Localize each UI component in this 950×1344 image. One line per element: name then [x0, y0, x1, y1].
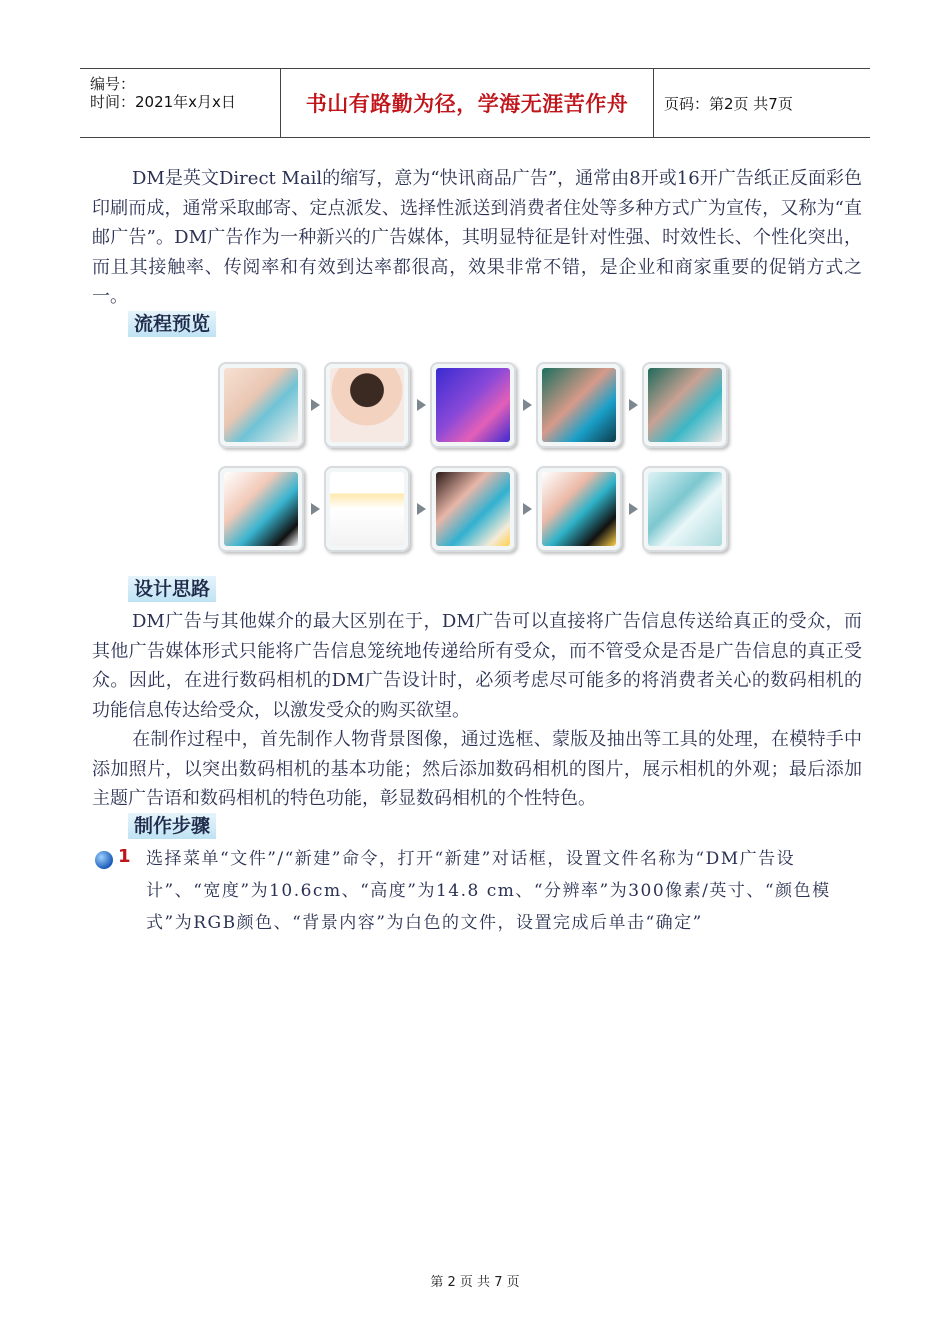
section-title-design: 设计思路 [128, 576, 216, 602]
preview-thumb-5 [642, 362, 728, 448]
arrow-icon [629, 503, 638, 515]
arrow-icon [417, 503, 426, 515]
preview-thumb-10 [642, 466, 728, 552]
design-text-2: 在制作过程中，首先制作人物背景图像，通过选框、蒙版及抽出等工具的处理，在模特手中添加照片，以突出数码相机的基本功能；然后添加数码相机的图片，展示相机的外观；最后添加主题广告语和数码相机的特色功能，彰显数码相机的个性特色。 [92, 729, 862, 809]
section-title-preview: 流程预览 [128, 311, 216, 337]
intro-paragraph [92, 164, 862, 312]
time-label: 时间：2021年x月x日 [90, 93, 236, 111]
arrow-icon [311, 503, 320, 515]
intro-text: DM是英文Direct Mail的缩写，意为“快讯商品广告”，通常由8开或16开广告纸正反面彩色印刷而成，通常采取邮寄、定点派发、选择性派送到消费者住处等多种方式广为宣传，又称为“直邮广告”。DM广告作为一种新兴的广告媒体，其明显特征是针对性强、时效性长、个性化突出，而且其接触率、传阅率和有效到达率都很高，效果非常不错，是企业和商家重要的促销方式之一。 [92, 168, 862, 307]
preview-thumb-3 [430, 362, 516, 448]
preview-thumb-1 [218, 362, 304, 448]
preview-thumb-2 [324, 362, 410, 448]
arrow-icon [523, 399, 532, 411]
arrow-icon [417, 399, 426, 411]
design-paragraph-2 [92, 725, 862, 814]
header-meta [80, 69, 281, 137]
preview-thumb-7 [324, 466, 410, 552]
page-footer: 第 2 页 共 7 页 [430, 1275, 520, 1290]
process-preview-thumbnails [218, 362, 730, 556]
arrow-icon [629, 399, 638, 411]
step-number: 1 [118, 846, 131, 867]
design-text-1: DM广告与其他媒介的最大区别在于，DM广告可以直接将广告信息传送给真正的受众，而其他广告媒体形式只能将广告信息笼统地传递给所有受众，而不管受众是否是广告信息的真正受众。因此，在进行数码相机的DM广告设计时，必须考虑尽可能多的将消费者关心的数码相机的功能信息传达给受众，以激发受众的购买欲望。 [92, 611, 862, 721]
preview-thumb-6 [218, 466, 304, 552]
code-label: 编号： [90, 75, 136, 93]
section-title-steps: 制作步骤 [128, 813, 216, 839]
arrow-icon [523, 503, 532, 515]
preview-thumb-8 [430, 466, 516, 552]
header-motto: 书山有路勤为径，学海无涯苦作舟 [281, 69, 654, 137]
page-header [80, 68, 870, 138]
preview-thumb-9 [536, 466, 622, 552]
header-page-info: 页码：第2页 共7页 [664, 94, 793, 113]
step-1-text: 选择菜单“文件”/“新建”命令，打开“新建”对话框，设置文件名称为“DM广告设计”、“宽度”为10.6cm、“高度”为14.8 cm、“分辨率”为300像素/英寸、“颜色模式”为RGB颜色、“背景内容”为白色的文件，设置完成后单击“确定” [146, 849, 831, 933]
design-paragraph-1 [92, 607, 862, 725]
arrow-icon [311, 399, 320, 411]
preview-thumb-4 [536, 362, 622, 448]
